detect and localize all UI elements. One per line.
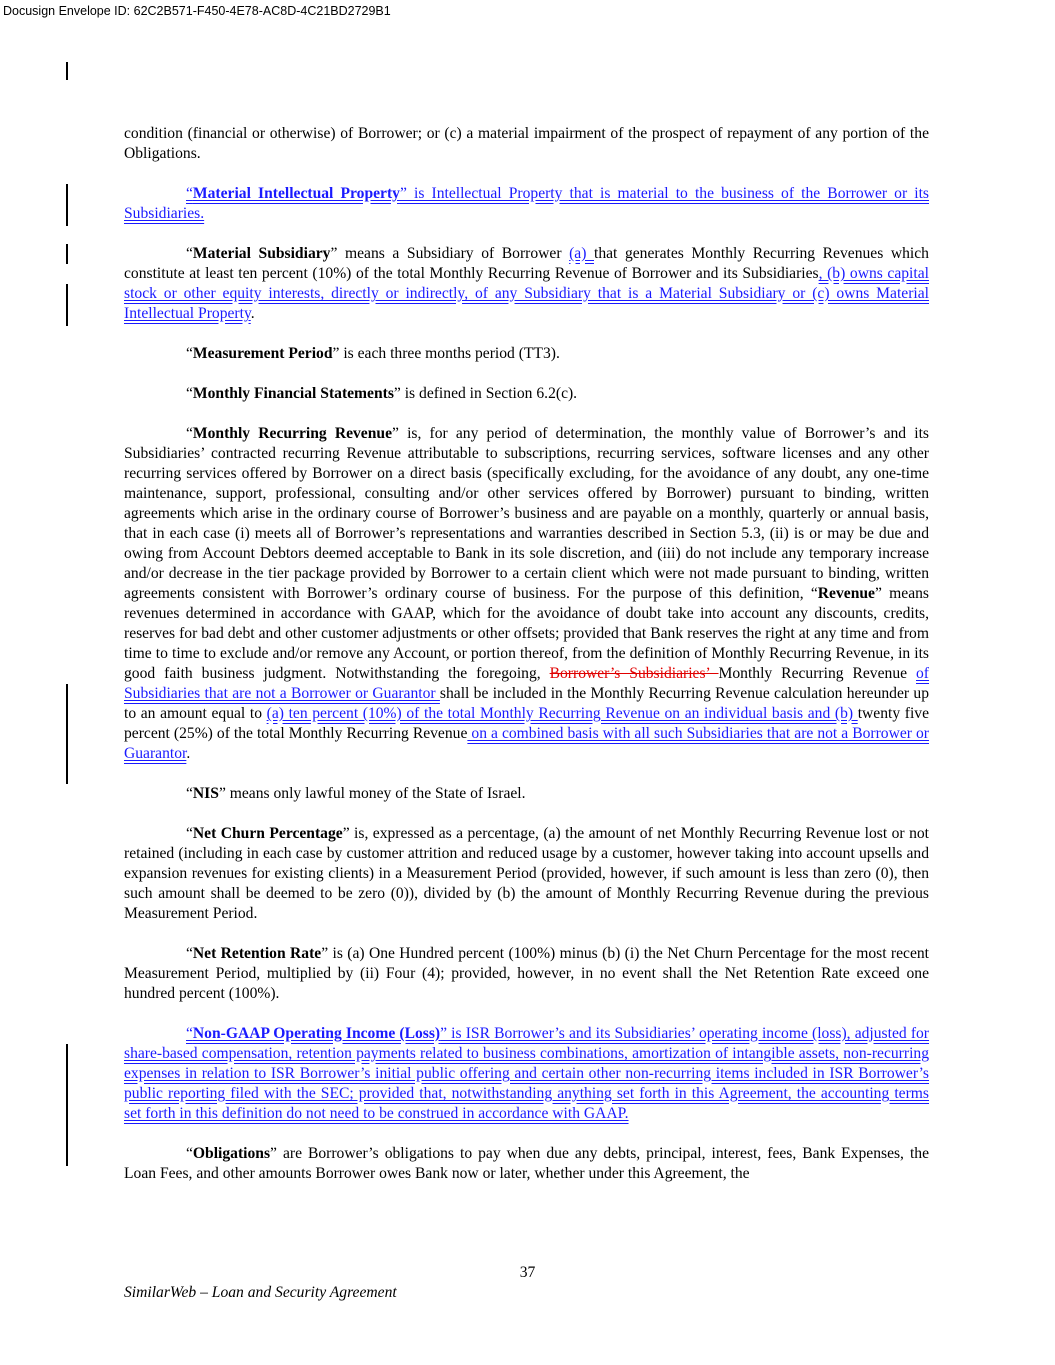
- defined-term: Monthly Recurring Revenue: [192, 425, 392, 442]
- change-bar: [66, 184, 68, 226]
- defined-term: Revenue: [817, 585, 875, 602]
- change-bar: [66, 244, 68, 264]
- page-number: 37: [519, 1264, 536, 1281]
- defined-term: NIS: [192, 785, 219, 802]
- inserted-text: of Subsidiaries that are not a Borrower or Guarantor: [124, 665, 929, 702]
- defined-term: Material Intellectual Property: [192, 185, 400, 202]
- inserted-text: on a combined basis with all such Subsidiaries that are not a Borrower or Guarantor: [124, 725, 929, 762]
- definition-nis: “NIS” means only lawful money of the State of Israel.: [186, 785, 526, 802]
- change-bar: [66, 1044, 68, 1166]
- definition-obligations: “Obligations” are Borrower’s obligations to pay when due any debts, principal, interest, fees, Bank Expenses, the Loan Fees, and other amounts Borrower owes Bank now or later, whether under this Agreement, the: [124, 1145, 929, 1182]
- definition-net-retention-rate: “Net Retention Rate” is (a) One Hundred percent (100%) minus (b) (i) the Net Churn Percentage for the most recent Measurement Period, multiplied by (ii) Four (4); provided, however, in no event shall the Net Retention Rate exceed one hundred percent (100%).: [124, 945, 929, 1002]
- docusign-envelope-id: Docusign Envelope ID: 62C2B571-F450-4E78-AC8D-4C21BD2729B1: [3, 4, 391, 18]
- defined-term: Measurement Period: [192, 345, 333, 362]
- change-bar: [66, 284, 68, 326]
- document-body: [124, 124, 929, 1204]
- definition-monthly-recurring-revenue: “Monthly Recurring Revenue” is, for any period of determination, the monthly value of Borrower’s and its Subsidiaries’ contracted recurring Revenue attributable to subscriptions, recurring services, software licenses and any other recurring services offered by Borrower on a direct basis (specifically excluding, for the avoidance of any doubt, any one-time maintenance, support, professional, consulting and/or other services offered by Borrower) pursuant to binding, written agreements which arise in the ordinary course of Borrower’s business and are payable on a monthly, quarterly or annual basis, that in each case (i) meets all of Borrower’s representations and warranties described in Section 5.3, (ii) is or may be due and owing from Account Debtors deemed acceptable to Bank in its sole discretion, and (iii) do not include any temporary increase and/or decrease in the tier package provided by Borrower to a certain client which were not made pursuant to binding, written agreements consistent with Borrower’s ordinary course of business. For the purpose of this definition, “Revenue” means revenues determined in accordance with GAAP, which for the avoidance of doubt take into account any discounts, credits, reserves for bad debt and other customer adjustments or other offsets; provided that Bank reserves the right at any time and from time to time to exclude and/or remove any Account, or portion thereof, from the definition of Monthly Recurring Revenue, in its good faith business judgment. Notwithstanding the foregoing, Borrower’s Subsidiaries’ Monthly Recurring Revenue of Subsidiaries that are not a Borrower or Guarantor shall be included in the Monthly Recurring Revenue calculation hereunder up to an amount equal to (a) ten percent (10%) of the total Monthly Recurring Revenue on an individual basis and (b) twenty five percent (25%) of the total Monthly Recurring Revenue on a combined basis with all such Subsidiaries that are not a Borrower or Guarantor.: [124, 425, 929, 762]
- definition-monthly-financial-statements: “Monthly Financial Statements” is defined in Section 6.2(c).: [186, 385, 578, 402]
- definition-measurement-period: “Measurement Period” is each three months period (TT3).: [186, 345, 560, 362]
- defined-term: Net Churn Percentage: [192, 825, 343, 842]
- defined-term: Non-GAAP Operating Income (Loss): [192, 1025, 441, 1042]
- definition-net-churn-percentage: “Net Churn Percentage” is, expressed as a percentage, (a) the amount of net Monthly Recurring Revenue lost or not retained (including in each case by customer attrition and reduced usage by a customer, however taking into account upsells and expansion revenues for existing clients) in a Measurement Period (provided, however, if such amount is less than zero (0), then such amount shall be deemed to be zero (0)), divided by (b) the amount of Monthly Recurring Revenue during the previous Measurement Period.: [124, 825, 929, 922]
- document-footer: SimilarWeb – Loan and Security Agreement: [124, 1284, 397, 1301]
- defined-term: Monthly Financial Statements: [192, 385, 394, 402]
- definition-non-gaap-operating-income: “Non-GAAP Operating Income (Loss)” is ISR Borrower’s and its Subsidiaries’ operating income (loss), adjusted for share-based compensation, retention payments related to business combinations, amortization of intangible assets, non-recurring expenses in relation to ISR Borrower’s initial public offering and certain other non-recurring items included in ISR Borrower’s public reporting filed with the SEC; provided that, notwithstanding anything set forth in this Agreement, the accounting terms set forth in this definition do not need to be construed in accordance with GAAP.: [124, 1025, 929, 1122]
- definition-material-intellectual-property: “Material Intellectual Property” is Intellectual Property that is material to the business of the Borrower or its Subsidiaries.: [124, 185, 929, 222]
- paragraph-continuation: condition (financial or otherwise) of Borrower; or (c) a material impairment of the prospect of repayment of any portion of the Obligations.: [124, 125, 929, 162]
- definition-material-subsidiary: “Material Subsidiary” means a Subsidiary of Borrower (a) that generates Monthly Recurring Revenues which constitute at least ten percent (10%) of the total Monthly Recurring Revenue of Borrower and its Subsidiaries, (b) owns capital stock or other equity interests, directly or indirectly, of any Subsidiary that is a Material Subsidiary or (c) owns Material Intellectual Property.: [124, 245, 929, 322]
- change-bar: [66, 684, 68, 784]
- inserted-text: (a) ten percent (10%) of the total Monthly Recurring Revenue on an individual basis and (b): [266, 705, 858, 722]
- change-bar: [66, 62, 68, 80]
- defined-term: Net Retention Rate: [192, 945, 322, 962]
- defined-term: Obligations: [192, 1145, 271, 1162]
- deleted-text: Borrower’s Subsidiaries’: [549, 665, 719, 682]
- inserted-text: (a): [569, 245, 594, 262]
- inserted-text: , (b) owns capital stock or other equity interests, directly or indirectly, of any Subsidiary that is a Material Subsidiary or (c) owns Material Intellectual Property: [124, 265, 929, 322]
- defined-term: Material Subsidiary: [192, 245, 331, 262]
